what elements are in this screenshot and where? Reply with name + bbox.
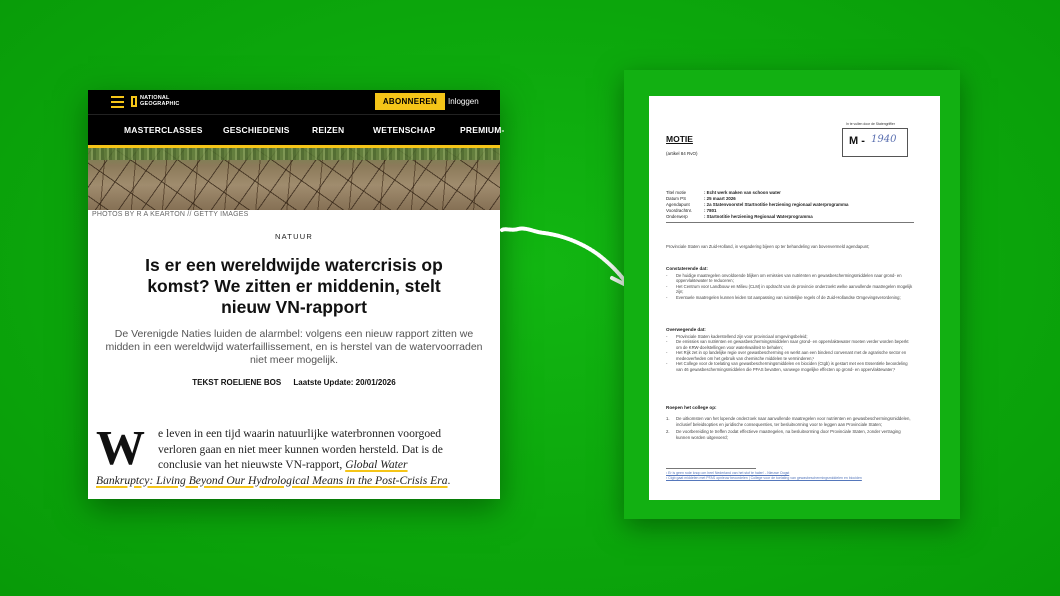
meta-row: Voordrachtnr. : 7801 — [666, 208, 717, 213]
verzoeken-section: Roepen het college op: 1. De uitkomsten van het lopende onderzoek naar aanvullende maatregelen voor nutriënten en gewasbeschermingsmiddelen, inclusief beleidsopties en juridische consequenties, ter besluitvorming voor te leggen aan Provinciale Staten; 2. De voorbereiding te treffen zodat effectieve maatregelen, na besluitvorming door Provinciale Staten, zonder vertraging kunnen worden uitgevoerd; — [666, 405, 911, 440]
stamp-prefix: M - — [849, 135, 865, 147]
hamburger-menu-icon[interactable] — [111, 96, 124, 107]
nav-item-wetenschap[interactable]: WETENSCHAP — [373, 125, 436, 135]
update-date: Laatste Update: 20/01/2026 — [293, 378, 396, 387]
intro: Provinciale Staten van Zuid-Holland, in vergadering bijeen op ter behandeling van bovenvermeld agendapunt; — [666, 244, 870, 249]
report-link-a[interactable]: Global Water — [345, 458, 408, 471]
drop-cap: W — [96, 420, 145, 475]
meta-row: Onderwerp : Startnotitie herziening Regionaal Waterprogramma — [666, 214, 813, 219]
author: TEKST ROELIENE BOS — [192, 378, 282, 387]
stamp-label: In te vullen door de Statengriffier — [846, 122, 895, 126]
byline — [88, 378, 500, 387]
body-line-4: Bankruptcy: Living Beyond Our Hydrological Means in the Post-Crisis Era. — [96, 473, 451, 487]
photo-credit: PHOTOS BY R A KEARTON // GETTY IMAGES — [92, 211, 249, 218]
constaterende-section: Constaterende dat: - De huidige maatregelen onvoldoende blijken om emissies van nutriënten en gewasbeschermingsmiddelen naar grond- en oppervlaktewater te reduceren; - Het Centrum voor Landbouw en Milieu (CLM) in opdracht van de provincie onderzoekt welke aanvullende maatregelen mogelijk zijn; - Eventuele maatregelen kunnen leiden tot aanpassing van ruimtelijke regels of de Zuid-Hollandse Omgevingsverordening; — [666, 266, 913, 300]
logo-frame-icon — [131, 96, 137, 107]
doc-subtitle: (artikel 84 RvO) — [666, 151, 698, 156]
meta-table — [666, 190, 848, 220]
login-link[interactable]: Inloggen — [448, 97, 479, 106]
motion-number-stamp — [842, 128, 908, 157]
meta-row: Agendapunt : 2a Statenvoorstel Startnotitie herziening regionaal waterprogramma — [666, 202, 849, 207]
nav-item-reizen[interactable]: REIZEN — [312, 125, 345, 135]
main-nav — [88, 114, 505, 148]
body-line-3: conclusie van het nieuwste VN-rapport, Global Water — [158, 458, 408, 471]
headline: Is er een wereldwijde watercrisis op komst? We zitten er middenin, stelt nieuw VN-rapport — [145, 255, 443, 317]
meta-row: Datum PS : 25 maart 2026 — [666, 196, 736, 201]
brand-logo[interactable] — [131, 95, 180, 107]
hero-image-cracked-earth — [88, 148, 500, 210]
subscribe-button[interactable]: ABONNEREN — [375, 93, 445, 110]
article-body — [88, 419, 500, 499]
nav-item-premium[interactable]: PREMIUM- — [460, 125, 505, 135]
nav-item-masterclasses[interactable]: MASTERCLASSES — [124, 125, 203, 135]
article-dek: De Verenigde Naties luiden de alarmbel: volgens een nieuw rapport zitten we midden in een wereldwijd waterfaillissement, en is herstel van de watervoorraden niet meer mogelijk. — [105, 328, 483, 366]
nav-item-geschiedenis[interactable]: GESCHIEDENIS — [223, 125, 290, 135]
brand-line-1: NATIONAL — [140, 95, 170, 101]
top-bar — [88, 90, 500, 114]
overwegende-section: Overwegende dat: - Provinciale Staten kaderstellend zijn voor provinciaal omgevingsbeleid; - De emissies van nutriënten en gewasbeschermingsmiddelen naar grond- en oppervlaktewater moeten verder worden beperkt om de KRW-doelstellingen voor waterkwaliteit te behalen; - Het Rijk zet in op landelijke regie over gewasbescherming en werkt aan een bindend convenant met de agrarische sector en medeoverheden om het gebruik van chemische middelen te verminderen;¹ - Het College voor de toelating van gewasbeschermingsmiddelen en biociden (Ctgb) is gestart met een Essentiële beoordeling van 46 gewasbeschermingsmiddelen die PFAS bevatten, vanwege mogelijke effecten op grond- en oppervlaktewater;² — [666, 327, 909, 372]
report-link-b[interactable]: Bankruptcy: Living Beyond Our Hydrological Means in the Post-Crisis Era — [96, 473, 448, 487]
footnote-2[interactable]: ² Ctgb gaat middelen met PFAS opnieuw beoordelen | College voor de toelating van gewasbeschermingsmiddelen en biociden — [666, 475, 862, 480]
article-screenshot — [88, 90, 505, 499]
meta-row: Titel motie : Echt werk maken van schoon water — [666, 190, 781, 195]
curved-arrow-icon — [500, 222, 640, 292]
body-line-2: verloren gaan en niet meer kunnen worden hersteld. Dat is de — [158, 442, 443, 456]
stamp-number: 1940 — [871, 134, 897, 145]
motion-document — [649, 96, 940, 500]
brand-line-2: GEOGRAPHIC — [140, 101, 180, 107]
divider — [666, 222, 914, 223]
footnote-1[interactable]: ¹ Er is geen rode knop om heel Nederland van het stof te halen' - Nieuwe Oogst — [666, 471, 790, 475]
category-label[interactable]: NATUUR — [275, 232, 313, 241]
doc-title: MOTIE — [666, 134, 693, 144]
body-line-1: e leven in een tijd waarin natuurlijke waterbronnen voorgoed — [158, 427, 442, 440]
footnotes — [666, 468, 926, 480]
